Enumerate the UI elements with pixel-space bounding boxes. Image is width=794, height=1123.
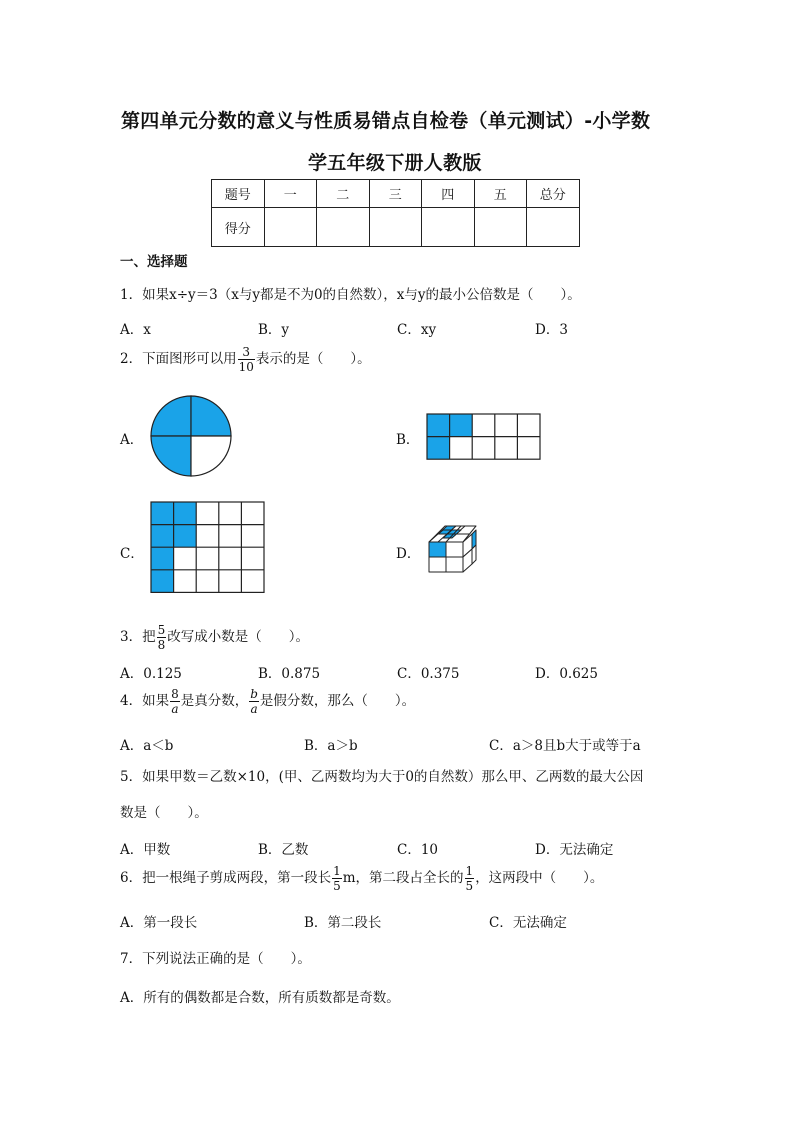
score-header-cell: 总分 <box>527 180 580 208</box>
question-6-option-a[interactable]: A．第一段长 <box>120 915 198 931</box>
fraction-5-8 <box>157 624 167 651</box>
question-6-option-c[interactable]: C．无法确定 <box>489 915 567 931</box>
fraction-denominator: 5 <box>465 879 474 893</box>
question-6-stem-post: ，这两段中（ ）。 <box>475 870 604 886</box>
question-4-option-c[interactable]: C．a＞8且b大于或等于a <box>489 738 641 754</box>
question-5-option-b[interactable]: B．乙数 <box>258 842 309 858</box>
question-3-stem <box>120 624 309 651</box>
question-2-option-c-label[interactable]: C． <box>120 546 144 562</box>
question-1-stem: 1．如果x÷y＝3（x与y都是不为0的自然数），x与y的最小公倍数是（ ）。 <box>120 287 581 303</box>
question-2-option-b-label[interactable]: B． <box>396 432 420 448</box>
score-table <box>211 179 580 247</box>
page-title-line1: 第四单元分数的意义与性质易错点自检卷（单元测试）-小学数 <box>121 110 651 132</box>
question-1-option-d[interactable]: D．3 <box>535 322 568 338</box>
fraction-1-5 <box>465 865 475 892</box>
question-5-option-d[interactable]: D．无法确定 <box>535 842 614 858</box>
fraction-denominator: 10 <box>238 360 254 374</box>
score-table-score-row <box>212 208 580 247</box>
fraction-numerator: 8 <box>171 687 179 701</box>
score-cell[interactable] <box>369 208 422 247</box>
question-7-stem: 7．下列说法正确的是（ ）。 <box>120 951 311 967</box>
fraction-numerator: 3 <box>238 346 255 360</box>
score-cell[interactable] <box>527 208 580 247</box>
question-2-stem-post: 表示的是（ ）。 <box>255 351 371 367</box>
question-2-stem-pre: 2．下面图形可以用 <box>120 351 237 367</box>
fraction-denominator: 8 <box>157 638 166 652</box>
section-heading: 一、选择题 <box>120 254 188 270</box>
score-header-cell: 三 <box>369 180 422 208</box>
page-title-line2: 学五年级下册人教版 <box>308 152 482 174</box>
fraction-b-a <box>249 688 259 715</box>
question-1-option-b[interactable]: B．y <box>258 322 290 338</box>
question-4-option-b[interactable]: B．a＞b <box>304 738 358 754</box>
fraction-numerator: b <box>250 687 258 701</box>
fraction-numerator: 1 <box>333 864 341 878</box>
question-4-stem <box>120 688 415 715</box>
question-4-stem-mid: 是真分数， <box>180 693 249 709</box>
question-3-stem-post: 改写成小数是（ ）。 <box>167 629 309 645</box>
question-2-option-d-label[interactable]: D． <box>396 546 421 562</box>
fraction-denominator: a <box>171 702 179 716</box>
question-2-stem <box>120 346 371 373</box>
score-header-cell: 题号 <box>212 180 265 208</box>
question-6-stem <box>120 865 603 892</box>
fraction-numerator: 5 <box>157 623 166 637</box>
score-cell[interactable] <box>317 208 370 247</box>
score-row-label: 得分 <box>212 208 265 247</box>
question-3-option-c[interactable]: C．0.375 <box>397 666 460 682</box>
score-cell[interactable] <box>422 208 475 247</box>
question-5-stem-line2: 数是（ ）。 <box>120 805 208 821</box>
fraction-3-10 <box>238 346 255 373</box>
figure-c-grid[interactable] <box>150 501 267 596</box>
question-6-stem-pre: 6．把一根绳子剪成两段，第一段长 <box>120 870 332 886</box>
question-4-stem-post: 是假分数，那么（ ）。 <box>259 693 416 709</box>
question-3-option-b[interactable]: B．0.875 <box>258 666 321 682</box>
figure-b-grid[interactable] <box>426 413 542 461</box>
question-5-option-a[interactable]: A．甲数 <box>120 842 171 858</box>
question-6-stem-mid: m，第二段占全长的 <box>342 870 464 886</box>
question-5-stem-line1: 5．如果甲数＝乙数×10，(甲、乙两数均为大于0的自然数）那么甲、乙两数的最大公因 <box>120 769 644 785</box>
score-header-cell: 一 <box>264 180 317 208</box>
score-header-cell: 五 <box>474 180 527 208</box>
question-5-option-c[interactable]: C．10 <box>397 842 439 858</box>
fraction-8-a <box>170 688 180 715</box>
score-cell[interactable] <box>264 208 317 247</box>
score-header-cell: 二 <box>317 180 370 208</box>
question-1-option-a[interactable]: A．x <box>120 322 151 338</box>
question-6-option-b[interactable]: B．第二段长 <box>304 915 382 931</box>
question-3-stem-pre: 3．把 <box>120 629 156 645</box>
figure-d-cube[interactable] <box>428 524 480 576</box>
question-1-option-c[interactable]: C．xy <box>397 322 437 338</box>
fraction-1-5 <box>332 865 342 892</box>
score-table-header-row <box>212 180 580 208</box>
question-3-option-a[interactable]: A．0.125 <box>120 666 182 682</box>
fraction-denominator: 5 <box>333 879 341 893</box>
question-2-option-a-label[interactable]: A． <box>120 432 144 448</box>
score-header-cell: 四 <box>422 180 475 208</box>
question-3-option-d[interactable]: D．0.625 <box>535 666 598 682</box>
score-cell[interactable] <box>474 208 527 247</box>
question-4-option-a[interactable]: A．a＜b <box>120 738 174 754</box>
fraction-numerator: 1 <box>465 864 474 878</box>
question-7-option-a[interactable]: A．所有的偶数都是合数，所有质数都是奇数。 <box>120 990 400 1006</box>
figure-a-circle[interactable] <box>149 394 233 478</box>
question-4-stem-pre: 4．如果 <box>120 693 170 709</box>
fraction-denominator: a <box>250 702 258 716</box>
